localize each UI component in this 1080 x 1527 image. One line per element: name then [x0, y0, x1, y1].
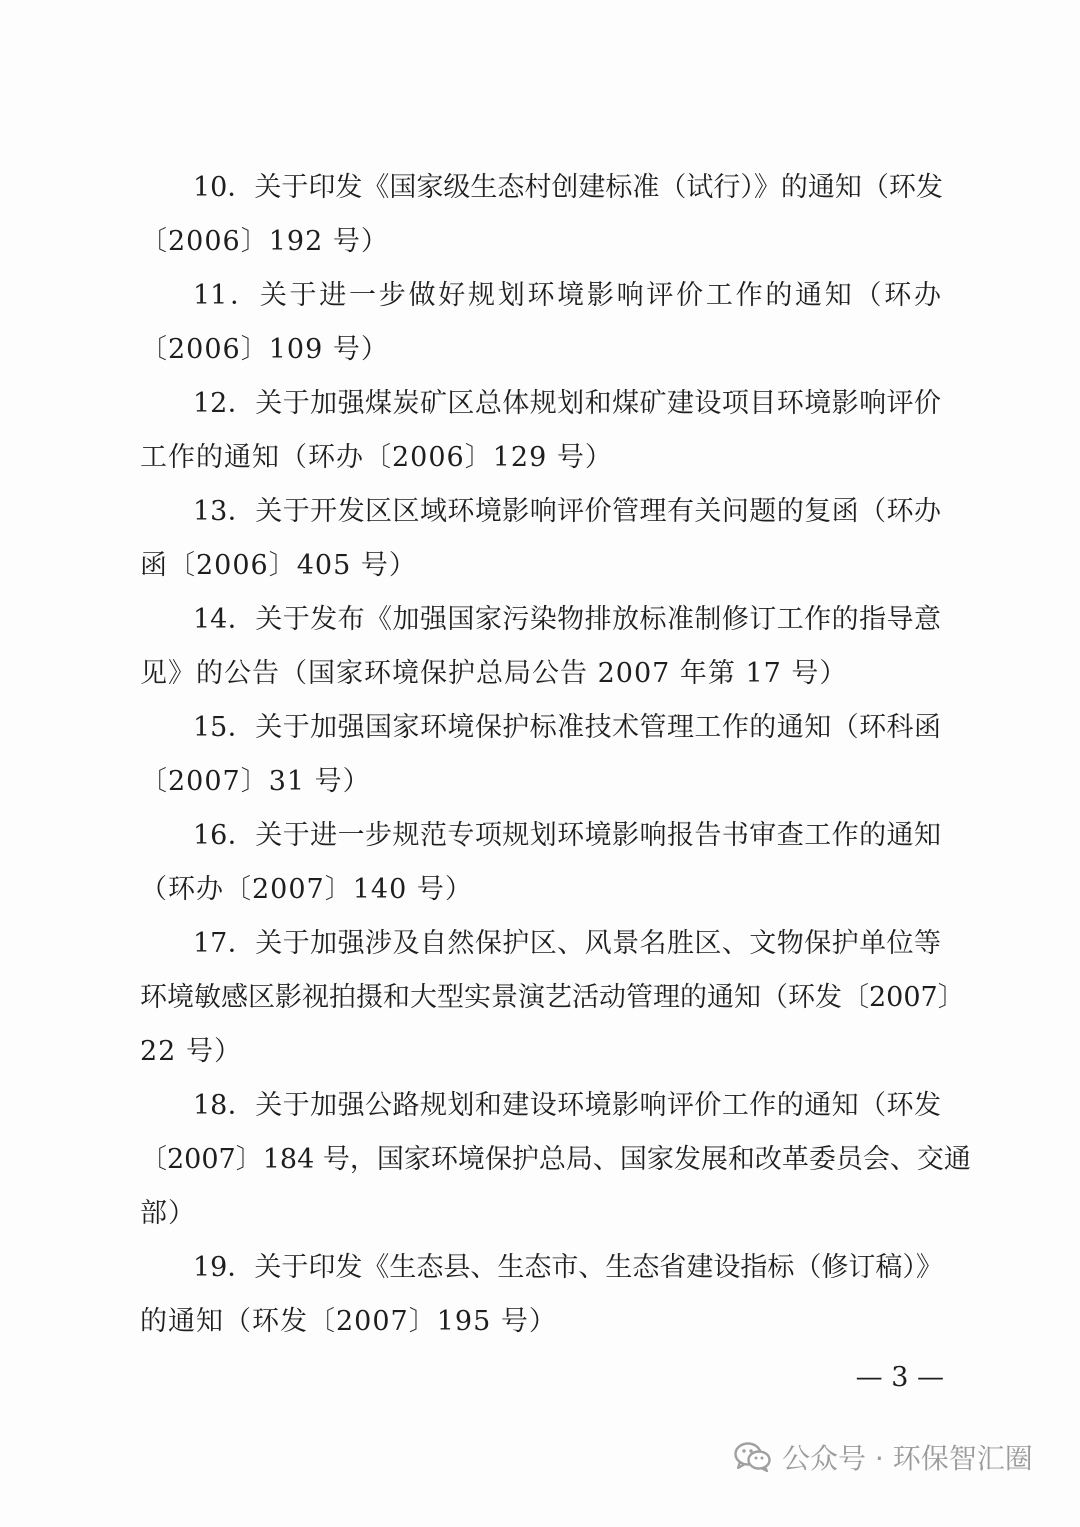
page-number: — 3 —: [855, 1362, 944, 1393]
watermark: [734, 1432, 1054, 1482]
item-17-line-1: 17．关于加强涉及自然保护区、风景名胜区、文物保护单位等: [193, 928, 941, 959]
item-12-line-1: 12．关于加强煤炭矿区总体规划和煤矿建设项目环境影响评价: [193, 388, 941, 419]
watermark-text: 公众号 · 环保智汇圈: [782, 1442, 1033, 1475]
item-18-line-3: 部）: [140, 1198, 196, 1229]
item-13-line-2: 函〔2006〕405 号）: [140, 550, 417, 581]
item-10-line-1: 10．关于印发《国家级生态村创建标准（试行）》的通知（环发: [193, 172, 943, 203]
item-12-line-2: 工作的通知（环办〔2006〕129 号）: [140, 442, 613, 473]
item-14-line-1: 14．关于发布《加强国家污染物排放标准制修订工作的指导意: [193, 604, 941, 635]
item-11-line-2: 〔2006〕109 号）: [140, 334, 389, 365]
item-13-line-1: 13．关于开发区区域环境影响评价管理有关问题的复函（环办: [193, 496, 941, 527]
item-11-line-1: 11．关于进一步做好规划环境影响评价工作的通知（环办: [193, 280, 941, 311]
item-14-line-2: 见》的公告（国家环境保护总局公告 2007 年第 17 号）: [140, 658, 848, 689]
item-16-line-1: 16．关于进一步规范专项规划环境影响报告书审查工作的通知: [193, 820, 941, 851]
item-15-line-1: 15．关于加强国家环境保护标准技术管理工作的通知（环科函: [193, 712, 941, 743]
item-10-line-2: 〔2006〕192 号）: [140, 226, 389, 257]
item-18-line-1: 18．关于加强公路规划和建设环境影响评价工作的通知（环发: [193, 1090, 941, 1121]
item-17-line-3: 22 号）: [140, 1036, 242, 1067]
wechat-icon: [734, 1441, 772, 1473]
item-16-line-2: （环办〔2007〕140 号）: [140, 874, 473, 905]
item-15-line-2: 〔2007〕31 号）: [140, 766, 371, 797]
item-18-line-2: 〔2007〕184 号，国家环境保护总局、国家发展和改革委员会、交通: [140, 1144, 971, 1175]
item-17-line-2: 环境敏感区影视拍摄和大型实景演艺活动管理的通知（环发〔2007〕: [140, 982, 965, 1013]
item-19-line-2: 的通知（环发〔2007〕195 号）: [140, 1306, 557, 1337]
item-19-line-1: 19．关于印发《生态县、生态市、生态省建设指标（修订稿）》: [193, 1252, 943, 1283]
